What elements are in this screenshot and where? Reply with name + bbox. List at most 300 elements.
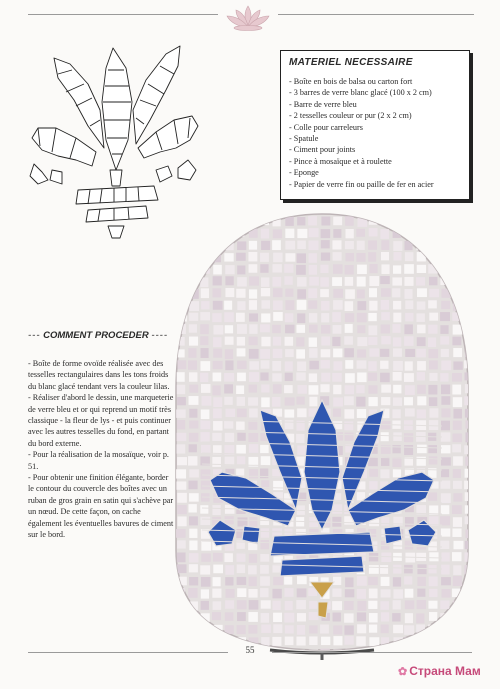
mosaic-tile <box>405 408 415 416</box>
mosaic-tile <box>440 613 449 622</box>
mosaic-tile <box>188 348 196 358</box>
mosaic-tile <box>453 541 463 549</box>
mosaic-tile <box>237 552 246 561</box>
mosaic-tile <box>452 505 462 514</box>
mosaic-tile <box>296 372 305 380</box>
mosaic-tile <box>249 444 258 453</box>
mosaic-tile <box>404 397 413 405</box>
mosaic-tile <box>284 613 294 623</box>
mosaic-tile <box>225 276 233 285</box>
mosaic-tile <box>464 360 472 368</box>
mosaic-tile <box>453 493 462 501</box>
mosaic-tile <box>273 349 283 358</box>
mosaic-tile <box>213 325 223 334</box>
mosaic-tile <box>309 277 319 286</box>
mosaic-tile <box>453 409 462 419</box>
mosaic-tile <box>213 337 221 347</box>
mosaic-tile <box>273 253 282 263</box>
mosaic-tile <box>273 217 281 227</box>
mosaic-tile <box>201 384 210 393</box>
mosaic-tile <box>440 312 450 321</box>
bottom-rule-left <box>28 652 228 653</box>
mosaic-tile <box>464 301 472 311</box>
mosaic-tile <box>176 529 186 538</box>
mosaic-tile <box>188 504 196 512</box>
mosaic-tile <box>404 576 412 584</box>
mosaic-tile <box>225 265 234 274</box>
mosaic-tile <box>212 612 221 620</box>
material-item: - Pince à mosaïque et à roulette <box>289 156 461 167</box>
mosaic-tile <box>405 613 413 623</box>
mosaic-tile <box>249 313 258 321</box>
mosaic-tile <box>225 337 234 345</box>
mosaic-tile <box>452 373 462 382</box>
mosaic-tile <box>380 373 390 382</box>
mosaic-tile <box>201 301 209 309</box>
mosaic-tile <box>441 301 450 309</box>
mosaic-tile <box>249 337 258 346</box>
mosaic-tile <box>285 625 294 633</box>
material-item: - Ciment pour joints <box>289 144 461 155</box>
mosaic-tile <box>213 565 223 574</box>
mosaic-tile <box>177 516 186 526</box>
mosaic-tile <box>440 229 448 238</box>
mosaic-tile <box>189 396 199 405</box>
mosaic-tile <box>357 325 365 333</box>
mosaic-tile <box>452 217 462 227</box>
mosaic-tile <box>224 301 232 310</box>
mosaic-tile <box>237 588 246 597</box>
mosaic-tile <box>357 277 366 287</box>
mosaic-tile <box>189 324 197 332</box>
mosaic-tile <box>441 396 450 405</box>
mosaic-tile <box>296 325 305 333</box>
mosaic-tile <box>177 372 185 382</box>
mosaic-tile <box>321 253 330 261</box>
mosaic-tile <box>440 217 448 225</box>
bottom-rule-right <box>272 652 472 653</box>
mosaic-tile <box>176 277 184 285</box>
mosaic-tile <box>248 252 257 261</box>
mosaic-tile <box>320 265 328 273</box>
mosaic-tile <box>260 264 268 273</box>
mosaic-tile <box>369 276 379 286</box>
mosaic-tile <box>332 312 341 322</box>
mosaic-tile <box>405 217 415 226</box>
mosaic-tile <box>332 601 342 610</box>
mosaic-tile <box>417 589 425 597</box>
mosaic-tile <box>393 265 401 273</box>
mosaic-tile <box>441 445 450 453</box>
mosaic-tile <box>320 384 329 392</box>
mosaic-tile <box>213 265 222 275</box>
mosaic-tile <box>285 229 294 238</box>
mosaic-tile <box>440 252 449 261</box>
mosaic-tile <box>237 277 247 286</box>
mosaic-tile <box>381 517 389 525</box>
mosaic-tile <box>273 277 282 287</box>
mosaic-tile <box>368 361 376 371</box>
mosaic-tile <box>309 397 317 407</box>
mosaic-tile <box>453 265 462 275</box>
mosaic-tile <box>429 576 438 586</box>
mosaic-tile <box>404 433 413 442</box>
mosaic-tile <box>201 601 209 610</box>
mosaic-tile <box>177 564 187 573</box>
mosaic-tile <box>261 288 270 296</box>
mosaic-tile <box>453 625 463 633</box>
mosaic-tile <box>273 288 282 297</box>
mosaic-tile <box>285 241 295 250</box>
mosaic-tile <box>249 229 258 238</box>
mosaic-tile <box>297 300 307 310</box>
mosaic-tile <box>405 289 413 299</box>
mosaic-tile <box>297 313 305 323</box>
mosaic-tile <box>429 373 437 381</box>
mosaic-tile <box>213 408 222 418</box>
mosaic-tile <box>392 457 401 467</box>
mosaic-tile <box>464 229 472 238</box>
mosaic-tile <box>393 397 402 405</box>
mosaic-tile <box>464 336 472 344</box>
mosaic-tile <box>368 313 377 321</box>
mosaic-tile <box>261 313 270 322</box>
mosaic-tile <box>260 445 269 453</box>
mosaic-tile <box>285 373 293 381</box>
mosaic-tile <box>309 313 317 322</box>
mosaic-tile <box>464 240 472 249</box>
mosaic-tile <box>273 624 282 633</box>
mosaic-tile <box>441 528 450 536</box>
mosaic-tile <box>333 409 341 417</box>
mosaic-tile <box>177 385 185 394</box>
mosaic-tile <box>333 625 342 634</box>
mosaic-tile <box>417 600 426 609</box>
mosaic-tile <box>176 481 186 489</box>
mosaic-tile <box>237 409 247 418</box>
mosaic-tile <box>333 300 343 310</box>
mosaic-tile <box>260 540 269 549</box>
mosaic-tile <box>381 336 390 344</box>
mosaic-tile <box>237 265 245 274</box>
mosaic-tile <box>381 217 390 226</box>
mosaic-tile <box>429 360 438 369</box>
mosaic-tile <box>177 433 187 441</box>
mosaic-tile <box>189 385 198 393</box>
material-item: - 2 tesselles couleur or pur (2 x 2 cm) <box>289 110 461 121</box>
mosaic-tile <box>176 409 185 417</box>
mosaic-tile <box>261 613 269 623</box>
mosaic-tile <box>201 553 210 561</box>
mosaic-tile <box>309 241 319 251</box>
mosaic-tile <box>416 613 424 623</box>
mosaic-tile <box>237 324 247 334</box>
mosaic-tile <box>441 385 450 395</box>
mosaic-tile <box>381 264 389 274</box>
mosaic-tile <box>404 625 414 635</box>
mosaic-tile <box>284 577 292 585</box>
mosaic-tile <box>393 625 403 633</box>
mosaic-tile <box>429 277 437 285</box>
mosaic-tile <box>416 277 425 285</box>
mosaic-tile <box>237 348 246 356</box>
mosaic-tile <box>189 444 197 452</box>
mosaic-tile <box>297 253 306 263</box>
mosaic-tile <box>237 517 247 526</box>
mosaic-tile <box>452 337 461 346</box>
mosaic-tile <box>345 373 355 383</box>
mosaic-tile <box>200 517 210 525</box>
mosaic-tile <box>297 241 305 249</box>
mosaic-tile <box>369 637 379 646</box>
mosaic-tile <box>417 337 426 346</box>
mosaic-tile <box>405 385 415 395</box>
mosaic-tile <box>333 397 343 406</box>
mosaic-tile <box>429 252 439 261</box>
mosaic-tile <box>368 601 377 609</box>
mosaic-tile <box>393 600 401 609</box>
mosaic-tile <box>357 360 367 368</box>
mosaic-tile <box>213 636 221 644</box>
mosaic-tile <box>345 301 354 311</box>
mosaic-tile <box>309 337 317 346</box>
mosaic-tile <box>297 408 306 417</box>
mosaic-tile <box>464 288 472 298</box>
mosaic-tile <box>309 325 318 333</box>
mosaic-tile <box>464 264 472 272</box>
mosaic-tile <box>393 252 401 260</box>
mosaic-tile <box>321 373 330 382</box>
mosaic-tile <box>357 589 366 599</box>
mosaic-tile <box>333 229 341 238</box>
mosaic-tile <box>297 625 305 635</box>
materials-title: MATERIEL NECESSAIRE <box>289 57 413 68</box>
mosaic-tile <box>405 252 414 261</box>
mosaic-tile <box>284 385 293 393</box>
mosaic-tile <box>345 216 354 226</box>
mosaic-tile <box>368 325 377 335</box>
mosaic-tile <box>261 600 271 608</box>
mosaic-tile <box>368 385 377 393</box>
mosaic-tile <box>357 241 365 250</box>
mosaic-tile <box>272 325 281 333</box>
mosaic-tile <box>345 324 353 333</box>
mosaic-tile <box>428 337 436 347</box>
mosaic-tile <box>261 624 271 632</box>
procedure-paragraph: - Pour obtenir une finition élégante, border le contour du couvercle des boîtes avec un ruban de gros grain en satin qui s'achève par un nœud. De cette façon, on cache également les éventuelles bavures de ciment sur le bord. <box>28 472 176 540</box>
materials-list <box>289 76 461 190</box>
mosaic-tile <box>285 637 294 646</box>
mosaic-tile <box>381 625 389 634</box>
mosaic-tile <box>392 288 400 297</box>
mosaic-tile <box>465 589 472 598</box>
mosaic-tile <box>429 349 439 358</box>
mosaic-tile <box>272 589 281 599</box>
mosaic-tile <box>465 601 472 609</box>
mosaic-tile <box>285 397 295 405</box>
mosaic-tile <box>260 588 268 597</box>
mosaic-tile <box>453 517 462 527</box>
mosaic-tile <box>237 456 245 464</box>
mosaic-tile <box>249 600 259 610</box>
mosaic-tile <box>201 396 211 406</box>
mosaic-tile <box>248 565 257 574</box>
mosaic-tile <box>273 337 281 346</box>
mosaic-tile <box>321 336 330 345</box>
mosaic-tile <box>297 289 306 299</box>
mosaic-tile <box>344 613 353 622</box>
mosaic-tile <box>285 409 295 417</box>
mosaic-tile <box>465 324 472 333</box>
mosaic-tile <box>404 241 412 250</box>
mosaic-tile <box>249 577 257 587</box>
mosaic-tile <box>225 600 234 608</box>
mosaic-tile <box>177 360 186 369</box>
mosaic-tile <box>453 397 462 407</box>
mosaic-tile <box>440 481 450 489</box>
mosaic-tile <box>357 576 367 586</box>
mosaic-tile <box>200 625 208 634</box>
mosaic-tile <box>417 301 426 309</box>
mosaic-tile <box>177 420 185 429</box>
mosaic-tile <box>405 600 415 609</box>
mosaic-tile <box>176 600 184 608</box>
mosaic-tile <box>201 469 211 479</box>
mosaic-tile <box>368 373 377 381</box>
mosaic-tile <box>393 589 403 598</box>
mosaic-tile <box>381 300 389 310</box>
mosaic-tile <box>189 612 198 621</box>
mosaic-tile <box>296 433 304 443</box>
mosaic-tile <box>453 433 463 442</box>
mosaic-tile <box>380 229 389 239</box>
mosaic-tile <box>297 576 307 584</box>
mosaic-tile <box>453 301 462 311</box>
mosaic-tile <box>416 637 425 647</box>
mosaic-tile <box>320 277 329 286</box>
mosaic-tile <box>344 396 354 405</box>
mosaic-tile <box>381 577 390 586</box>
mosaic-tile <box>441 493 451 503</box>
mosaic-tile <box>405 517 414 527</box>
mosaic-tile <box>309 348 317 358</box>
mosaic-tile <box>369 397 378 406</box>
mosaic-tile <box>248 589 257 598</box>
mosaic-tile <box>201 288 209 298</box>
mosaic-tile <box>392 217 401 226</box>
mosaic-tile <box>296 349 305 358</box>
mosaic-tile <box>417 445 427 454</box>
mosaic-tile <box>333 361 342 370</box>
mosaic-tile <box>393 301 401 310</box>
mosaic-tile <box>224 216 234 226</box>
mosaic-tile <box>357 612 366 621</box>
mosaic-tile <box>177 493 187 503</box>
mosaic-tile <box>381 288 391 296</box>
mosaic-tile <box>225 589 234 598</box>
mosaic-tile <box>272 637 281 646</box>
mosaic-tile <box>369 301 377 311</box>
mosaic-tile <box>177 217 185 225</box>
mosaic-tile <box>296 600 306 609</box>
mosaic-tile <box>441 505 449 514</box>
mosaic-tile <box>225 360 233 370</box>
mosaic-tile <box>249 289 257 298</box>
mosaic-tile <box>273 229 282 238</box>
mosaic-tile <box>261 277 269 287</box>
mosaic-tile <box>332 373 342 382</box>
mosaic-tile <box>273 577 283 585</box>
mosaic-tile <box>404 373 414 382</box>
mosaic-tile <box>177 552 186 562</box>
mosaic-tile <box>236 385 244 394</box>
mosaic-tile <box>453 649 462 659</box>
mosaic-tile <box>260 253 269 262</box>
mosaic-tile <box>224 253 233 261</box>
mosaic-tile <box>345 385 354 394</box>
mosaic-tile <box>225 409 235 417</box>
mosaic-tile <box>309 265 317 275</box>
mosaic-tile <box>368 252 376 261</box>
mosaic-tile <box>309 385 319 394</box>
mosaic-tile <box>296 397 304 405</box>
mosaic-tile <box>393 348 402 356</box>
mosaic-tile <box>428 325 437 334</box>
mosaic-tile <box>200 312 210 320</box>
mosaic-tile <box>321 229 331 238</box>
mosaic-tile <box>441 432 451 441</box>
mosaic-tile <box>200 565 210 574</box>
mosaic-tile <box>429 552 438 561</box>
mosaic-tile <box>177 228 186 238</box>
mosaic-tile <box>261 456 271 466</box>
mosaic-tile <box>369 348 379 356</box>
mosaic-tile <box>393 469 401 478</box>
mosaic-tile <box>213 229 222 239</box>
mosaic-tile <box>261 241 270 250</box>
mosaic-tile <box>261 384 269 392</box>
mosaic-tile <box>416 349 426 358</box>
mosaic-tile <box>368 577 378 585</box>
mosaic-tile <box>225 228 234 236</box>
mosaic-tile <box>369 228 378 236</box>
mosaic-tile <box>416 229 425 238</box>
heading-dash-right: ---- <box>151 330 168 341</box>
mosaic-tile <box>189 624 198 633</box>
mosaic-tile <box>380 469 389 478</box>
mosaic-tile <box>453 240 462 248</box>
mosaic-tile <box>440 336 449 344</box>
mosaic-tile <box>404 324 413 334</box>
material-item: - Boîte en bois de balsa ou carton fort <box>289 76 461 87</box>
mosaic-tile <box>188 264 197 274</box>
mosaic-tile <box>393 577 401 586</box>
mosaic-tile <box>345 589 355 597</box>
material-item: - Barre de verre bleu <box>289 99 461 110</box>
mosaic-tile <box>453 421 462 430</box>
mosaic-tile <box>332 337 340 346</box>
mosaic-tile <box>272 373 281 381</box>
mosaic-tile <box>345 433 354 441</box>
mosaic-tile <box>296 337 304 346</box>
mosaic-tile <box>392 324 400 333</box>
mosaic-tile <box>309 253 317 263</box>
mosaic-tile <box>297 277 306 286</box>
mosaic-tile <box>309 601 317 609</box>
mosaic-tile <box>200 277 208 287</box>
mosaic-tile <box>428 492 437 501</box>
mosaic-tile <box>236 421 244 429</box>
